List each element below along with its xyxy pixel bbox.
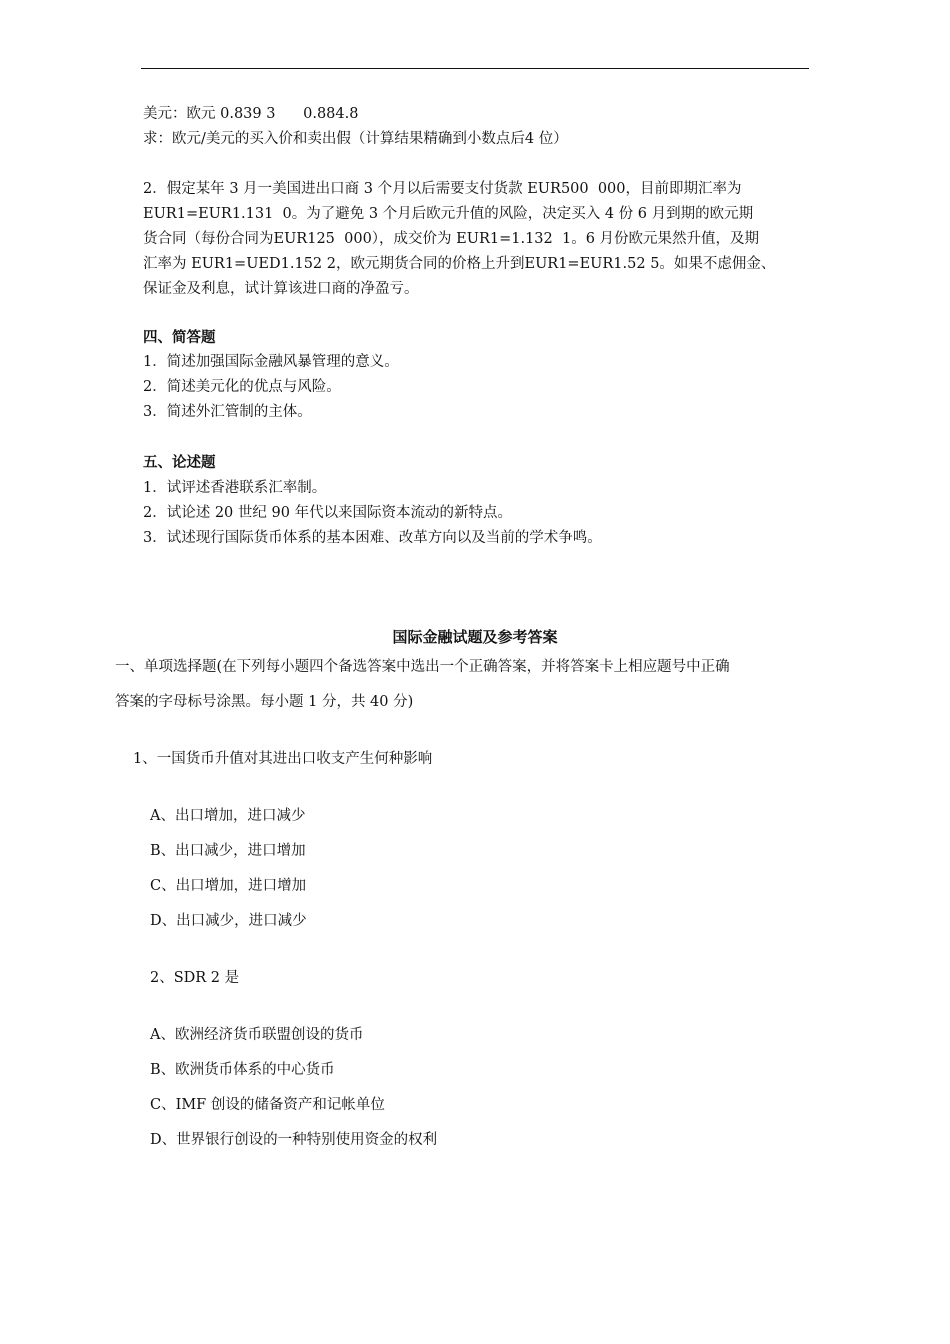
option-item: C、IMF 创设的储备资产和记帐单位 [150,1097,385,1113]
question-2: 2、SDR 2 是 [150,970,240,986]
problem2-line-4: 汇率为 EUR1=UED1.152 2，欧元期货合同的价格上升到EUR1=EUR1.52 5。如果不虑佣金、 [143,256,776,272]
section4-item: 1．简述加强国际金融风暴管理的意义。 [143,354,399,370]
section4-item: 3．简述外汇管制的主体。 [143,404,312,420]
exchange-rate-line: 美元：欧元 0.839 3 0.884.8 [143,106,359,122]
problem2-line-2: EUR1=EUR1.131 0。为了避免 3 个月后欧元升值的风险，决定买入 4 份 6 月到期的欧元期 [143,206,754,222]
problem2-line-1: 2．假定某年 3 月一美国进出口商 3 个月以后需要支付货款 EUR500 000，目前即期汇率为 [143,181,742,197]
option-item: A、欧洲经济货币联盟创设的货币 [150,1027,364,1043]
option-item: A、出口增加，进口减少 [150,808,306,824]
instructions-line-2: 答案的字母标号涂黑。每小题 1 分，共 40 分) [115,694,414,710]
section5-heading: 五、论述题 [143,454,216,471]
option-item: D、出口减少，进口减少 [150,913,307,929]
section5-item: 3．试述现行国际货币体系的基本困难、改革方向以及当前的学术争鸣。 [143,530,602,546]
question-1: 1、一国货币升值对其进出口收支产生何种影响 [133,751,433,767]
section5-item: 2．试论述 20 世纪 90 年代以来国际资本流动的新特点。 [143,505,513,521]
option-item: B、欧洲货币体系的中心货币 [150,1062,335,1078]
problem2-line-3: 货合同（每份合同为EUR125 000），成交价为 EUR1=1.132 1。6 月份欧元果然升值，及期 [143,231,760,247]
instructions-line-1: 一、单项选择题(在下列每小题四个备选答案中选出一个正确答案，并将答案卡上相应题号中正确 [115,659,730,675]
answers-title: 国际金融试题及参考答案 [392,628,558,646]
option-item: C、出口增加，进口增加 [150,878,307,894]
header-rule [141,68,809,69]
question-line: 求：欧元/美元的买入价和卖出假（计算结果精确到小数点后4 位） [143,131,568,147]
section5-item: 1．试评述香港联系汇率制。 [143,480,327,496]
section4-item: 2．简述美元化的优点与风险。 [143,379,341,395]
option-item: B、出口减少，进口增加 [150,843,306,859]
section4-heading: 四、简答题 [143,329,216,346]
problem2-line-5: 保证金及利息，试计算该进口商的净盈亏。 [143,281,419,297]
option-item: D、世界银行创设的一种特别使用资金的权利 [150,1132,438,1148]
